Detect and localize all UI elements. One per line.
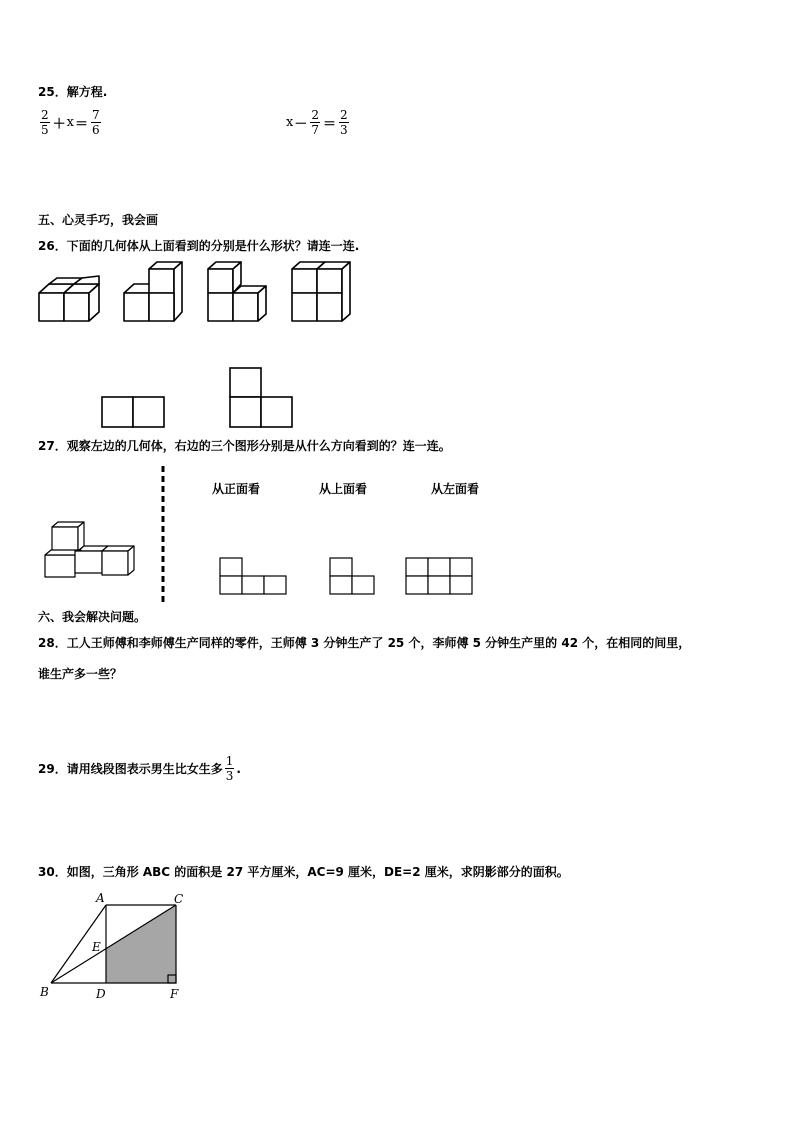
label-front-view: 从正面看 — [212, 482, 261, 496]
top-view-2 — [230, 368, 292, 427]
eq2-fraction-1 — [310, 108, 320, 137]
solid-1 — [39, 276, 99, 321]
view-figure-1 — [220, 558, 286, 594]
solid-4 — [292, 262, 350, 321]
eq1-frac2-numerator: 7 — [92, 108, 100, 122]
solid-3 — [208, 262, 266, 321]
eq1-variable: x — [66, 115, 74, 130]
label-D: D — [96, 987, 106, 1001]
eq1-fraction-1 — [40, 108, 50, 137]
eq2-fraction-2 — [339, 108, 349, 137]
eq2-frac2-denominator: 3 — [340, 123, 348, 137]
q29-question — [38, 754, 241, 783]
eq1-fraction-2 — [91, 108, 101, 137]
q26-solids-figure — [34, 258, 364, 330]
top-view-1 — [102, 397, 164, 427]
q29-period: . — [236, 761, 241, 776]
eq1-equals: ＝ — [75, 117, 89, 132]
section-5-title: 五、心灵手巧，我会画 — [38, 213, 159, 227]
q30-text: 30．如图，三角形 ABC 的面积是 27 平方厘米，AC=9 厘米，DE=2 厘米，求阴影部分的面积。 — [38, 865, 569, 879]
eq1-plus: ＋ — [52, 117, 66, 132]
eq2-frac2-numerator: 2 — [340, 108, 348, 122]
eq2-frac1-numerator: 2 — [311, 108, 319, 122]
q27-solid-figure — [40, 518, 142, 582]
q29-text: 29．请用线段图表示男生比女生多 — [38, 761, 223, 776]
q26-top-views — [98, 366, 298, 432]
q28-line1: 28．工人王师傅和李师傅生产同样的零件，王师傅 3 分钟生产了 25 个，李师傅 5 分钟生产里的 42 个，在相同的间里， — [38, 636, 691, 650]
label-A: A — [96, 893, 105, 905]
eq1-frac1-numerator: 2 — [41, 108, 49, 122]
q29-frac-denominator: 3 — [225, 769, 234, 783]
eq2-equals: ＝ — [323, 117, 337, 132]
eq1-frac2-denominator: 6 — [92, 123, 100, 137]
eq1-frac1-denominator: 5 — [41, 123, 49, 137]
label-C: C — [174, 893, 184, 906]
label-left-view: 从左面看 — [431, 482, 480, 496]
q27-views — [218, 556, 476, 598]
eq2-variable: x — [286, 115, 294, 130]
section-6-title: 六、我会解决问题。 — [38, 610, 147, 624]
q27-text: 27．观察左边的几何体，右边的三个图形分别是从什么方向看到的？连一连。 — [38, 439, 451, 453]
q29-fraction — [225, 754, 235, 783]
equation-1 — [38, 108, 103, 137]
solid-2 — [124, 262, 182, 321]
q26-text: 26．下面的几何体从上面看到的分别是什么形状？请连一连. — [38, 239, 360, 253]
eq2-minus: － — [294, 117, 308, 132]
label-B: B — [40, 985, 49, 999]
view-figure-3 — [406, 558, 472, 594]
q28-line2: 谁生产多一些？ — [38, 667, 123, 681]
label-F: F — [170, 987, 179, 1001]
view-figure-2 — [330, 558, 374, 594]
equation-2 — [286, 108, 351, 137]
q25-label: 25．解方程. — [38, 85, 108, 99]
q29-frac-numerator: 1 — [225, 754, 234, 768]
q30-geometry-figure — [36, 893, 196, 1003]
label-E: E — [92, 940, 101, 954]
label-top-view: 从上面看 — [319, 482, 368, 496]
eq2-frac1-denominator: 7 — [311, 123, 319, 137]
dashed-divider — [158, 464, 168, 608]
